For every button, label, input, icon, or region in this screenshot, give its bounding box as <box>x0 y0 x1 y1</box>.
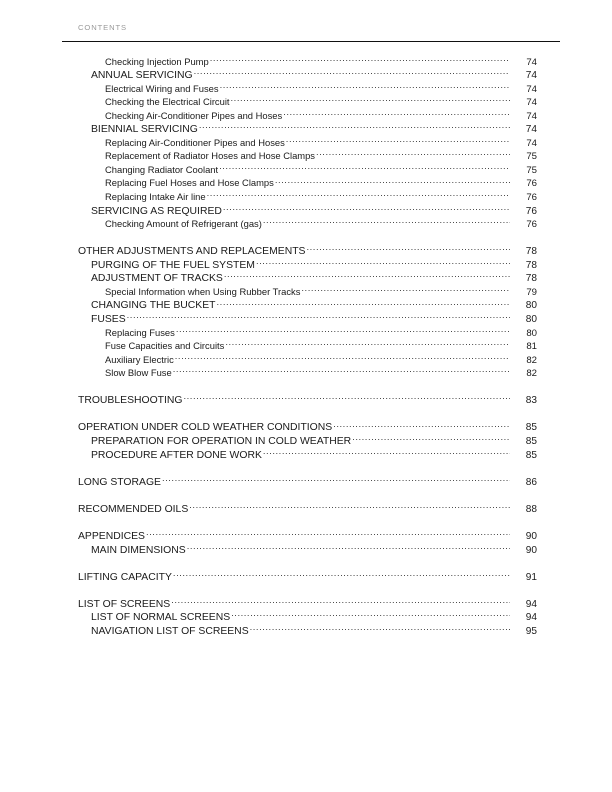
toc-entry-page-number: 85 <box>525 449 537 461</box>
toc-entry-page-number: 94 <box>525 612 537 624</box>
toc-block <box>0 498 612 515</box>
toc-entry[interactable] <box>0 593 612 610</box>
toc-block <box>0 471 612 488</box>
toc-entry-title: ADJUSTMENT OF TRACKS <box>91 273 223 285</box>
toc-block <box>0 566 612 583</box>
toc-entry-page-number: 76 <box>526 178 537 190</box>
toc-dot-leader <box>194 65 510 79</box>
toc-dot-leader <box>263 214 510 228</box>
toc-entry-title: PREPARATION FOR OPERATION IN COLD WEATHER <box>91 436 352 447</box>
toc-entry-title: ANNUAL SERVICING <box>91 70 193 82</box>
toc-entry-title: PROCEDURE AFTER DONE WORK <box>91 449 262 461</box>
toc-entry-title: Slow Blow Fuse <box>105 367 172 379</box>
toc-entry-page-number: 75 <box>526 164 537 176</box>
toc-entry[interactable] <box>0 241 612 258</box>
toc-dot-leader <box>306 241 510 255</box>
toc-block <box>0 525 612 556</box>
toc-entry-page-number: 74 <box>525 124 537 136</box>
toc-entry-page-number: 91 <box>525 571 537 583</box>
page-header <box>0 0 612 44</box>
toc-entry-title: Special Information when Using Rubber Tracks <box>105 285 301 297</box>
toc-dot-leader <box>146 525 510 539</box>
toc-dot-leader <box>210 51 510 65</box>
toc-dot-leader <box>219 159 510 173</box>
toc-entry-title: RECOMMENDED OILS <box>78 503 189 515</box>
toc-entry[interactable] <box>0 417 612 434</box>
toc-entry-page-number: 90 <box>525 544 537 556</box>
toc-entry-title: Checking Injection Pump <box>105 55 209 67</box>
toc-entry-title: TROUBLESHOOTING <box>78 395 183 407</box>
toc-dot-leader <box>301 281 510 295</box>
toc-dot-leader <box>231 607 510 621</box>
toc-dot-leader <box>256 254 510 268</box>
toc-dot-leader <box>184 390 511 404</box>
toc-entry-page-number: 74 <box>526 137 537 149</box>
toc-entry-page-number: 80 <box>526 327 537 339</box>
toc-dot-leader <box>171 593 510 607</box>
toc-block <box>0 51 612 231</box>
toc-dot-leader <box>283 105 510 119</box>
toc-block <box>0 593 612 637</box>
toc-entry-title: Replacing Air-Conditioner Pipes and Hoses <box>105 136 285 148</box>
toc-entry-title: BIENNIAL SERVICING <box>91 124 198 136</box>
toc-entry-title: Replacement of Radiator Hoses and Hose Clamps <box>105 150 315 162</box>
toc-entry-page-number: 74 <box>526 83 537 95</box>
toc-entry-page-number: 76 <box>525 205 537 217</box>
running-header-label: CONTENTS <box>78 23 127 32</box>
toc-entry-title: Electrical Wiring and Fuses <box>105 82 219 94</box>
toc-entry-title: Checking Air-Conditioner Pipes and Hoses <box>105 109 283 121</box>
toc-block <box>0 241 612 380</box>
toc-block <box>0 417 612 461</box>
toc-dot-leader <box>217 295 510 309</box>
toc-dot-leader <box>207 186 510 200</box>
toc-entry-page-number: 76 <box>526 219 537 231</box>
toc-entry-title: APPENDICES <box>78 530 145 542</box>
toc-dot-leader <box>224 268 510 282</box>
toc-dot-leader <box>263 444 510 458</box>
toc-entry-page-number: 76 <box>526 192 537 204</box>
toc-entry-page-number: 78 <box>525 273 537 285</box>
toc-entry-title: Changing Radiator Coolant <box>105 163 219 175</box>
toc-entry-page-number: 88 <box>525 503 537 515</box>
toc-entry-page-number: 85 <box>525 436 537 447</box>
toc-entry-title: Checking the Electrical Circuit <box>105 96 230 108</box>
toc-entry-page-number: 74 <box>525 70 537 82</box>
toc-entry-page-number: 94 <box>525 598 537 610</box>
toc-dot-leader <box>199 119 510 133</box>
toc-entry-page-number: 74 <box>526 56 537 68</box>
toc-dot-leader <box>220 78 510 92</box>
toc-entry[interactable] <box>0 471 612 488</box>
toc-entry-page-number: 78 <box>525 246 537 258</box>
toc-entry-title: Checking Amount of Refrigerant (gas) <box>105 218 262 230</box>
toc-entry-page-number: 74 <box>526 110 537 122</box>
toc-entry-title: LONG STORAGE <box>78 476 161 488</box>
toc-entry-title: CHANGING THE BUCKET <box>91 300 216 312</box>
header-divider-rule <box>62 41 560 42</box>
toc-entry-title: PURGING OF THE FUEL SYSTEM <box>91 259 255 271</box>
toc-entry-title: SERVICING AS REQUIRED <box>91 205 222 217</box>
toc-dot-leader <box>173 363 510 377</box>
toc-dot-leader <box>352 430 510 444</box>
toc-dot-leader <box>333 417 510 431</box>
toc-entry-title: Replacing Intake Air line <box>105 191 206 203</box>
toc-entry-page-number: 74 <box>526 97 537 109</box>
toc-entry-title: OTHER ADJUSTMENTS AND REPLACEMENTS <box>78 246 306 258</box>
toc-dot-leader <box>250 620 510 634</box>
toc-entry-page-number: 86 <box>525 476 537 488</box>
toc-entry-title: FUSES <box>91 313 126 325</box>
toc-dot-leader <box>275 173 510 187</box>
toc-dot-leader <box>187 539 510 553</box>
toc-entry-title: Fuse Capacities and Circuits <box>105 340 225 352</box>
toc-dot-leader <box>176 322 510 336</box>
toc-entry[interactable] <box>0 498 612 515</box>
toc-entry[interactable] <box>0 525 612 542</box>
toc-dot-leader <box>162 471 510 485</box>
toc-dot-leader <box>127 308 510 322</box>
toc-entry-title: OPERATION UNDER COLD WEATHER CONDITIONS <box>78 422 333 434</box>
toc-entry-page-number: 82 <box>526 354 537 366</box>
toc-entry[interactable] <box>0 566 612 583</box>
toc-entry-page-number: 81 <box>526 341 537 353</box>
toc-entry[interactable] <box>0 390 612 407</box>
toc-dot-leader <box>223 200 510 214</box>
toc-entry-page-number: 75 <box>526 151 537 163</box>
toc-entry[interactable] <box>0 51 612 68</box>
toc-dot-leader <box>316 146 510 160</box>
toc-entry-page-number: 80 <box>525 300 537 312</box>
toc-entry-page-number: 78 <box>525 259 537 271</box>
toc-entry-page-number: 83 <box>525 395 537 407</box>
toc-entry-page-number: 90 <box>525 530 537 542</box>
toc-entry-title: LIST OF NORMAL SCREENS <box>91 612 231 624</box>
toc-entry-title: LIFTING CAPACITY <box>78 571 172 583</box>
toc-entry-title: LIST OF SCREENS <box>78 598 171 610</box>
toc-entry-page-number: 79 <box>526 286 537 298</box>
toc-entry-page-number: 85 <box>525 422 537 434</box>
toc-dot-leader <box>173 566 510 580</box>
toc-entry-title: Replacing Fuel Hoses and Hose Clamps <box>105 177 274 189</box>
toc-entry-title: NAVIGATION LIST OF SCREENS <box>91 625 249 637</box>
toc-entry-page-number: 80 <box>525 313 537 325</box>
toc-entry-page-number: 95 <box>525 625 537 637</box>
toc-dot-leader <box>286 132 510 146</box>
toc-entry-title: Replacing Fuses <box>105 326 175 338</box>
toc-dot-leader <box>175 349 510 363</box>
toc-entry-page-number: 82 <box>526 368 537 380</box>
toc-dot-leader <box>189 498 510 512</box>
table-of-contents <box>0 51 612 637</box>
toc-block <box>0 390 612 407</box>
toc-entry-title: Auxiliary Electric <box>105 353 174 365</box>
toc-dot-leader <box>231 92 510 106</box>
toc-dot-leader <box>225 336 510 350</box>
toc-entry-title: MAIN DIMENSIONS <box>91 544 186 556</box>
